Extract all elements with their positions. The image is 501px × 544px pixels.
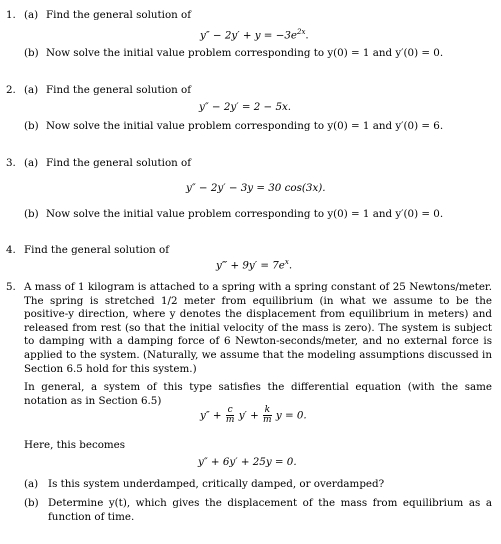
problem-1b-label: (b) <box>24 47 39 59</box>
problem-5a-text: Is this system underdamped, critically damped, or overdamped? <box>48 478 385 490</box>
problem-3b-text: Now solve the initial value problem corresponding to y(0) = 1 and y′(0) = 0. <box>46 208 444 220</box>
problem-1a-label: (a) <box>24 9 39 21</box>
problem-1-equation <box>200 28 309 41</box>
fraction-k: k <box>264 405 271 415</box>
problem-5-number: 5. <box>6 281 16 293</box>
problem-2a-text: Find the general solution of <box>46 84 192 96</box>
problem-2a-label: (a) <box>24 84 39 96</box>
fraction-m1: m <box>225 415 235 425</box>
problem-1-equation-body: y″ − 2y′ + y = −3e <box>200 29 297 42</box>
fraction-c: c <box>227 405 233 415</box>
problem-5-specific-equation: y″ + 6y′ + 25y = 0. <box>198 456 297 468</box>
problem-3a-label: (a) <box>24 157 39 169</box>
problem-2-number: 2. <box>6 84 16 96</box>
fraction-c-over-m <box>226 406 235 425</box>
problem-4-equation-body: y‴ + 9y′ = 7e <box>216 259 285 272</box>
problem-1-number: 1. <box>6 9 16 21</box>
general-eq-mid: y′ + <box>238 409 259 422</box>
problem-4-equation-end: . <box>288 259 293 272</box>
problem-3b-label: (b) <box>24 208 39 220</box>
problem-2b-label: (b) <box>24 120 39 132</box>
problem-5a-label: (a) <box>24 478 39 490</box>
problem-3-equation: y″ − 2y′ − 3y = 30 cos(3x). <box>186 182 326 194</box>
general-eq-start: y″ + <box>200 409 222 422</box>
problem-5-here-text: Here, this becomes <box>24 439 126 451</box>
problem-4-equation <box>216 258 292 271</box>
problem-2b-text: Now solve the initial value problem corresponding to y(0) = 1 and y′(0) = 6. <box>46 120 444 132</box>
problem-3a-text: Find the general solution of <box>46 157 192 169</box>
problem-1b-text: Now solve the initial value problem corresponding to y(0) = 1 and y′(0) = 0. <box>46 47 444 59</box>
problem-4-text: Find the general solution of <box>24 244 170 256</box>
general-eq-end: y = 0. <box>275 409 307 422</box>
fraction-k-over-m <box>263 406 272 425</box>
problem-5-paragraph-2: In general, a system of this type satisfies the differential equation (with the same notation as in Section 6.5) <box>24 381 492 407</box>
problem-5-paragraph-1: A mass of 1 kilogram is attached to a spring with a spring constant of 25 Newtons/meter. The spring is stretched 1/2 meter from equilibrium (in what we assume to be the positive-y direction, where y denotes the displacement from equilibrium in meters) and released from rest (so that the initial velocity of the mass is zero). The system is subject to damping with a damping force of 6 Newton-seconds/meter, and no external force is applied to the system. (Naturally, we assume that the modeling assumptions discussed in Section 6.5 hold for this system.) <box>24 281 492 375</box>
problem-1-equation-end: . <box>305 29 309 42</box>
fraction-m2: m <box>263 415 272 425</box>
problem-1a-text: Find the general solution of <box>46 9 192 21</box>
problem-5b-label: (b) <box>24 497 39 509</box>
problem-2-equation: y″ − 2y′ = 2 − 5x. <box>199 101 292 113</box>
problem-4-equation-exponent: x <box>284 258 289 266</box>
problem-5-general-equation <box>200 406 307 425</box>
problem-1-equation-exponent: 2x <box>296 28 306 36</box>
problem-3-number: 3. <box>6 157 16 169</box>
problem-4-number: 4. <box>6 244 16 256</box>
problem-5b-text: Determine y(t), which gives the displacement of the mass from equilibrium as a function of time. <box>48 497 492 523</box>
